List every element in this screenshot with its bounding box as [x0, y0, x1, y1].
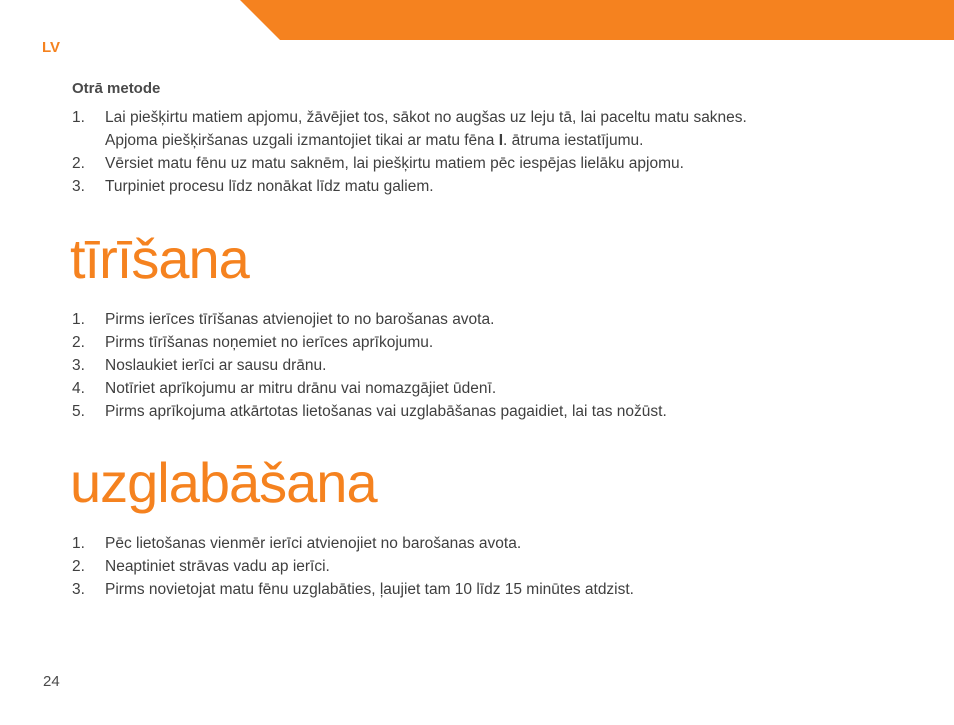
step-number: 1.	[72, 311, 85, 328]
step-text: Vērsiet matu fēnu uz matu saknēm, lai piešķirtu matiem pēc iespējas lielāku apjomu.	[105, 155, 684, 172]
step-number: 3.	[72, 581, 85, 598]
cleaning-steps-list	[72, 308, 932, 423]
step-number: 2.	[72, 155, 85, 172]
step-text: Neaptiniet strāvas vadu ap ierīci.	[105, 558, 330, 575]
step-text: Noslaukiet ierīci ar sausu drānu.	[105, 357, 327, 374]
step-number: 2.	[72, 334, 85, 351]
list-item	[72, 555, 932, 578]
list-item	[72, 578, 932, 601]
cleaning-title: tīrīšana	[70, 227, 249, 290]
step-text: Pēc lietošanas vienmēr ierīci atvienojiet no barošanas avota.	[105, 535, 522, 552]
list-item	[72, 152, 932, 175]
step-text-line: Lai piešķirtu matiem apjomu, žāvējiet tos, sākot no augšas uz leju tā, lai paceltu matu saknes.	[105, 109, 747, 126]
step-number: 4.	[72, 380, 85, 397]
language-label: LV	[42, 39, 61, 56]
list-item	[72, 106, 932, 152]
list-item	[72, 400, 932, 423]
step-text-line: Apjoma piešķiršanas uzgali izmantojiet tikai ar matu fēna	[105, 132, 499, 149]
list-item	[72, 175, 932, 198]
step-number: 3.	[72, 357, 85, 374]
page-number: 24	[43, 673, 60, 690]
list-item	[72, 331, 932, 354]
orange-header-band	[240, 0, 954, 40]
step-text: Pirms novietojat matu fēnu uzglabāties, ļaujiet tam 10 līdz 15 minūtes atdzist.	[105, 581, 634, 598]
step-text-line: . ātruma iestatījumu.	[503, 132, 644, 149]
step-text: Notīriet aprīkojumu ar mitru drānu vai nomazgājiet ūdenī.	[105, 380, 497, 397]
step-number: 1.	[72, 109, 85, 126]
step-text	[105, 106, 932, 152]
method-steps-list	[72, 106, 932, 198]
step-number: 2.	[72, 558, 85, 575]
step-text: Pirms ierīces tīrīšanas atvienojiet to no barošanas avota.	[105, 311, 495, 328]
list-item	[72, 354, 932, 377]
speed-setting-label: I	[498, 132, 504, 149]
step-text: Pirms tīrīšanas noņemiet no ierīces aprīkojumu.	[105, 334, 434, 351]
step-number: 1.	[72, 535, 85, 552]
storage-steps-list	[72, 532, 932, 601]
step-number: 5.	[72, 403, 85, 420]
list-item	[72, 532, 932, 555]
step-text: Pirms aprīkojuma atkārtotas lietošanas vai uzglabāšanas pagaidiet, lai tas nožūst.	[105, 403, 667, 420]
step-text: Turpiniet procesu līdz nonākat līdz matu galiem.	[105, 178, 434, 195]
storage-title: uzglabāšana	[70, 451, 377, 514]
step-number: 3.	[72, 178, 85, 195]
list-item	[72, 377, 932, 400]
list-item	[72, 308, 932, 331]
method-heading: Otrā metode	[72, 80, 161, 97]
